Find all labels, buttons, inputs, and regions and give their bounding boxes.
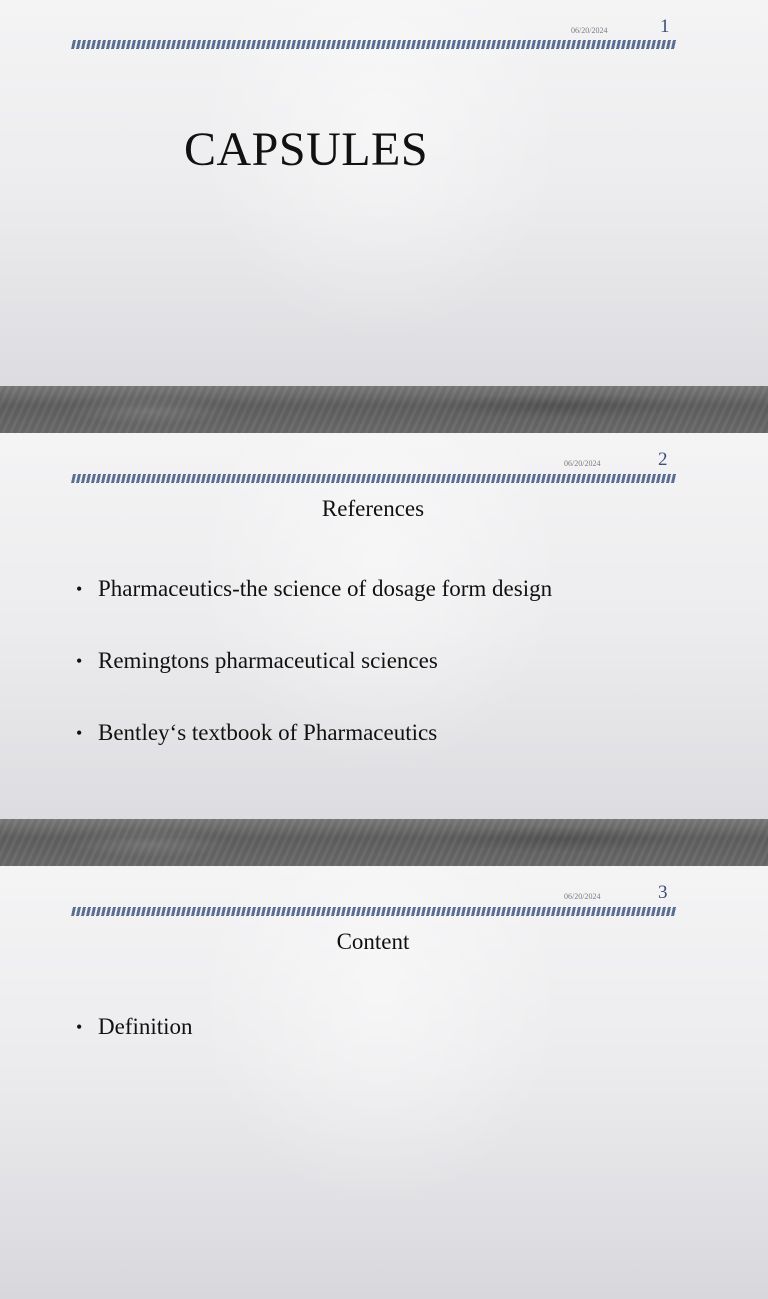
slide-number: 1: [660, 16, 670, 37]
bullet-icon: •: [76, 579, 83, 599]
slide-number: 2: [658, 449, 668, 470]
bullet-icon: •: [76, 723, 83, 743]
slide-heading: Content: [336, 929, 410, 954]
slide-footer-band: [0, 819, 768, 866]
slide-number: 3: [658, 882, 668, 903]
list-item-text: Definition: [98, 1014, 193, 1039]
slide-footer-band: [0, 386, 768, 433]
list-item: [76, 1012, 193, 1084]
decorative-stripe-bar: [71, 40, 677, 49]
decorative-stripe-bar: [71, 474, 677, 483]
content-list: [76, 1012, 193, 1084]
list-item-text: Bentley‘s textbook of Pharmaceutics: [98, 720, 438, 745]
decorative-stripe-bar: [71, 907, 677, 916]
bullet-icon: •: [76, 651, 83, 671]
slide-date: 06/20/2024: [564, 892, 601, 901]
list-item-text: Remingtons pharmaceutical sciences: [98, 648, 438, 673]
slide-1: [0, 0, 768, 433]
slide-2: [0, 433, 768, 866]
references-list: [76, 574, 552, 790]
list-item-text: Pharmaceutics-the science of dosage form design: [98, 576, 553, 601]
bullet-icon: •: [76, 1017, 83, 1037]
slide-heading: References: [321, 496, 425, 521]
slide-date: 06/20/2024: [564, 459, 601, 468]
list-item: [76, 718, 552, 790]
list-item: [76, 646, 552, 718]
list-item: [76, 574, 552, 646]
slide-3: [0, 866, 768, 1299]
slide-title: CAPSULES: [184, 123, 429, 176]
slide-date: 06/20/2024: [571, 26, 608, 35]
